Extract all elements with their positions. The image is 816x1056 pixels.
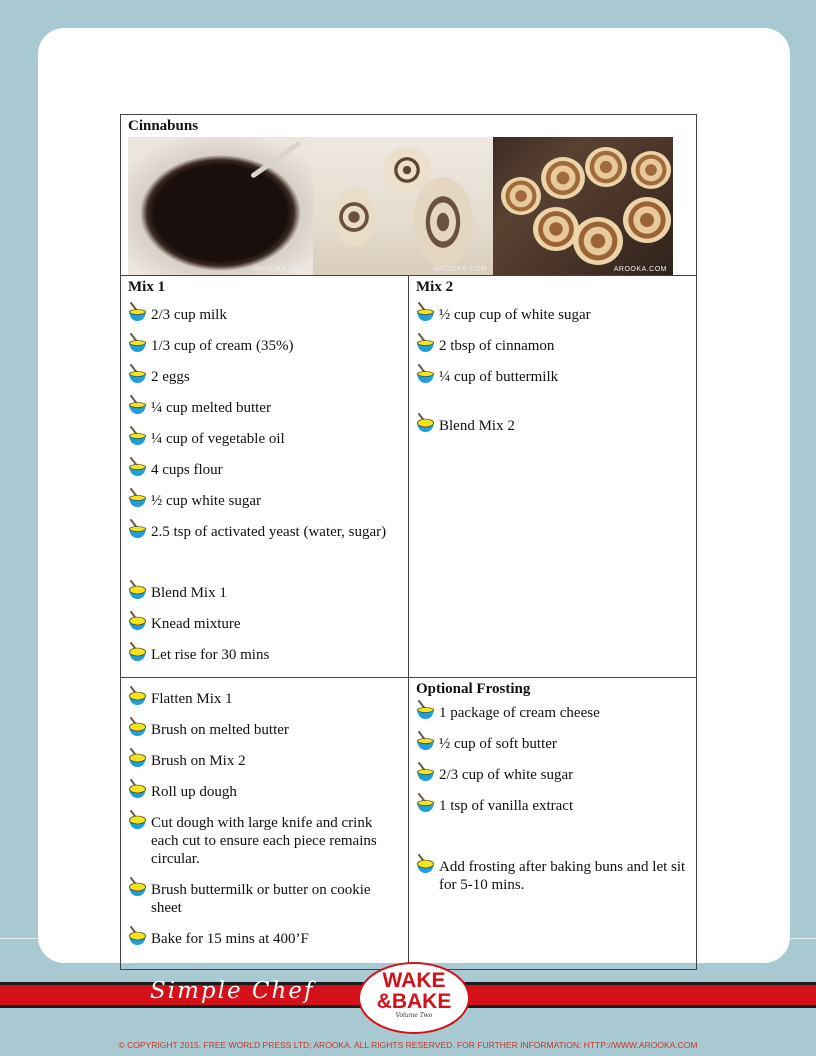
list-item-text: Brush on Mix 2: [151, 753, 246, 769]
list-item: [416, 364, 690, 386]
recipe-table: [120, 114, 697, 970]
mixing-bowl-icon: [128, 426, 147, 446]
list-item-text: 2/3 cup of white sugar: [439, 767, 574, 783]
list-item: [128, 926, 402, 948]
mix1-title: Mix 1: [128, 279, 166, 295]
list-item: [416, 854, 690, 894]
mixing-bowl-icon: [128, 333, 147, 353]
list-item-text: Bake for 15 mins at 400’F: [151, 931, 309, 947]
list-item: [416, 762, 690, 784]
list-item: [416, 333, 690, 355]
list-item-text: Brush buttermilk or butter on cookie sheet: [151, 882, 371, 916]
mixing-bowl-icon: [128, 395, 147, 415]
mix2-title: Mix 2: [416, 279, 454, 295]
list-item-text: 2/3 cup milk: [151, 307, 227, 323]
list-item: [128, 395, 402, 417]
mixing-bowl-icon: [128, 457, 147, 477]
mixing-bowl-icon: [416, 302, 435, 322]
logo-line1: WAKE: [382, 969, 446, 992]
mix1-cell: [121, 276, 409, 678]
list-item: [128, 333, 402, 355]
list-item: [128, 686, 402, 708]
list-item: [128, 877, 402, 917]
mixing-bowl-icon: [416, 333, 435, 353]
list-item-text: ½ cup cup of white sugar: [439, 307, 591, 323]
mixing-bowl-icon: [416, 762, 435, 782]
mixing-bowl-icon: [128, 642, 147, 662]
list-item: [128, 611, 402, 633]
list-item-text: Blend Mix 2: [439, 418, 515, 434]
list-item: [416, 302, 690, 324]
list-item-text: Flatten Mix 1: [151, 691, 233, 707]
list-item-text: 2 tbsp of cinnamon: [439, 338, 555, 354]
chocolate-bowl-photo: [128, 137, 313, 275]
photo-watermark: AROOKA.COM: [253, 266, 307, 273]
mixing-bowl-icon: [416, 364, 435, 384]
mixing-bowl-icon: [416, 413, 435, 433]
mixing-bowl-icon: [128, 611, 147, 631]
mixing-bowl-icon: [128, 926, 147, 946]
wake-bake-logo: [358, 962, 470, 1034]
brand-name: Simple Chef: [150, 978, 315, 1004]
list-item-text: ½ cup of soft butter: [439, 736, 557, 752]
mixing-bowl-icon: [128, 302, 147, 322]
frosting-title: Optional Frosting: [416, 681, 531, 697]
logo-line3: Volume Two: [395, 1012, 433, 1019]
photo-strip: [128, 137, 690, 275]
mixing-bowl-icon: [416, 793, 435, 813]
list-item: [128, 426, 402, 448]
list-item: [416, 731, 690, 753]
mixing-bowl-icon: [128, 488, 147, 508]
baked-buns-photo: [493, 137, 673, 275]
list-item: [128, 580, 402, 602]
mixing-bowl-icon: [128, 748, 147, 768]
list-item: [128, 457, 402, 479]
recipe-title: Cinnabuns: [128, 118, 199, 134]
list-item-text: 2.5 tsp of activated yeast (water, sugar): [151, 524, 387, 540]
cut-dough-photo: [313, 137, 493, 275]
mixing-bowl-icon: [128, 877, 147, 897]
list-item: [128, 748, 402, 770]
list-item-text: Brush on melted butter: [151, 722, 289, 738]
photo-watermark: AROOKA.COM: [613, 266, 667, 273]
copyright-text: © COPYRIGHT 2015. FREE WORLD PRESS LTD; AROOKA. ALL RIGHTS RESERVED. FOR FURTHER INFORMATION: HTTP://WWW.AROOKA.COM: [118, 1040, 698, 1050]
list-item-text: 4 cups flour: [151, 462, 223, 478]
logo-line2: &BAKE: [376, 990, 452, 1013]
list-item-text: Let rise for 30 mins: [151, 647, 270, 663]
header-cell: [121, 115, 697, 276]
assembly-cell: [121, 678, 409, 970]
list-item: [128, 519, 402, 541]
list-item-text: ½ cup white sugar: [151, 493, 261, 509]
list-item-text: 1 package of cream cheese: [439, 705, 600, 721]
list-item: [128, 302, 402, 324]
list-item-text: Cut dough with large knife and crink each cut to ensure each piece remains circular.: [151, 815, 377, 867]
list-item-text: Roll up dough: [151, 784, 237, 800]
list-item-text: 1 tsp of vanilla extract: [439, 798, 574, 814]
list-item-text: 2 eggs: [151, 369, 190, 385]
list-item-text: ¼ cup of vegetable oil: [151, 431, 285, 447]
list-item: [416, 793, 690, 815]
frosting-cell: [409, 678, 697, 970]
mixing-bowl-icon: [128, 717, 147, 737]
mixing-bowl-icon: [128, 779, 147, 799]
list-item: [416, 700, 690, 722]
list-item-text: Knead mixture: [151, 616, 241, 632]
mixing-bowl-icon: [128, 519, 147, 539]
list-item-text: ¼ cup melted butter: [151, 400, 271, 416]
list-item: [416, 413, 690, 435]
mix2-cell: [409, 276, 697, 678]
mixing-bowl-icon: [416, 731, 435, 751]
list-item: [128, 642, 402, 664]
mixing-bowl-icon: [128, 810, 147, 830]
mixing-bowl-icon: [128, 580, 147, 600]
list-item-text: Add frosting after baking buns and let sit for 5-10 mins.: [439, 859, 686, 893]
mixing-bowl-icon: [128, 364, 147, 384]
list-item-text: 1/3 cup of cream (35%): [151, 338, 294, 354]
list-item-text: ¼ cup of buttermilk: [439, 369, 559, 385]
mixing-bowl-icon: [128, 686, 147, 706]
list-item: [128, 810, 402, 868]
mixing-bowl-icon: [416, 854, 435, 874]
mixing-bowl-icon: [416, 700, 435, 720]
list-item: [128, 364, 402, 386]
list-item: [128, 717, 402, 739]
list-item-text: Blend Mix 1: [151, 585, 227, 601]
list-item: [128, 779, 402, 801]
photo-watermark: AROOKA.COM: [433, 266, 487, 273]
list-item: [128, 488, 402, 510]
